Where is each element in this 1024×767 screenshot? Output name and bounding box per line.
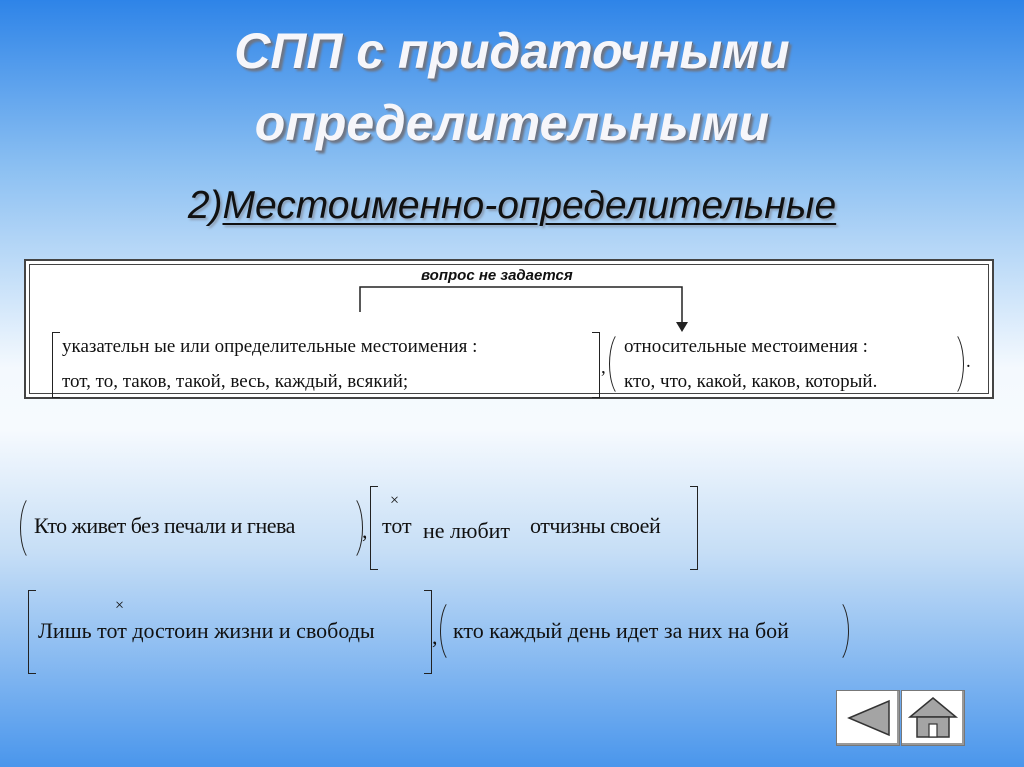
triangle-left-icon	[837, 691, 899, 745]
question-note: вопрос не задается	[421, 267, 573, 284]
example1-main-word-tot: тот	[382, 513, 412, 538]
example2-main-bracket-right	[424, 590, 432, 674]
subtitle-number: 2)	[187, 184, 223, 227]
example1-main-ne-lyubit: не любит	[423, 518, 511, 543]
example1-main-rest: отчизны своей	[530, 513, 661, 538]
main-clause-bracket-right	[592, 332, 600, 398]
home-button[interactable]	[901, 690, 965, 746]
main-clause-bracket-left	[52, 332, 60, 398]
example1-cross-mark: ×	[390, 492, 400, 509]
example1-comma: ,	[362, 518, 368, 543]
example2-comma: ,	[432, 624, 438, 649]
example2-subordinate-clause: кто каждый день идет за них на бой	[453, 618, 789, 643]
example1-main-bracket-left	[370, 486, 378, 570]
slide-title-line-1: СПП с придаточными	[234, 23, 790, 79]
example2-main-clause: Лишь тот достоин жизни и свободы	[38, 618, 375, 643]
subtitle-text: Местоименно-определительные	[222, 184, 837, 227]
slide-title-line-2: определительными	[254, 95, 770, 151]
subordinate-clause-line-1: относительные местоимения :	[624, 336, 868, 357]
subordinate-clause-line-2: кто, что, какой, каков, который.	[624, 371, 878, 392]
back-button[interactable]	[836, 690, 900, 746]
main-clause-line-1: указательн ые или определительные местоимения :	[62, 336, 478, 357]
example1-subordinate-clause: Кто живет без печали и гнева	[34, 513, 295, 538]
main-clause-line-2: тот, то, таков, такой, весь, каждый, всякий;	[62, 371, 409, 392]
example2-main-bracket-left	[28, 590, 36, 674]
example2-cross-mark: ×	[115, 597, 125, 614]
example1-main-bracket-right	[690, 486, 698, 570]
scheme-period: .	[966, 351, 971, 372]
scheme-comma: ,	[601, 357, 606, 378]
home-icon	[902, 691, 964, 745]
